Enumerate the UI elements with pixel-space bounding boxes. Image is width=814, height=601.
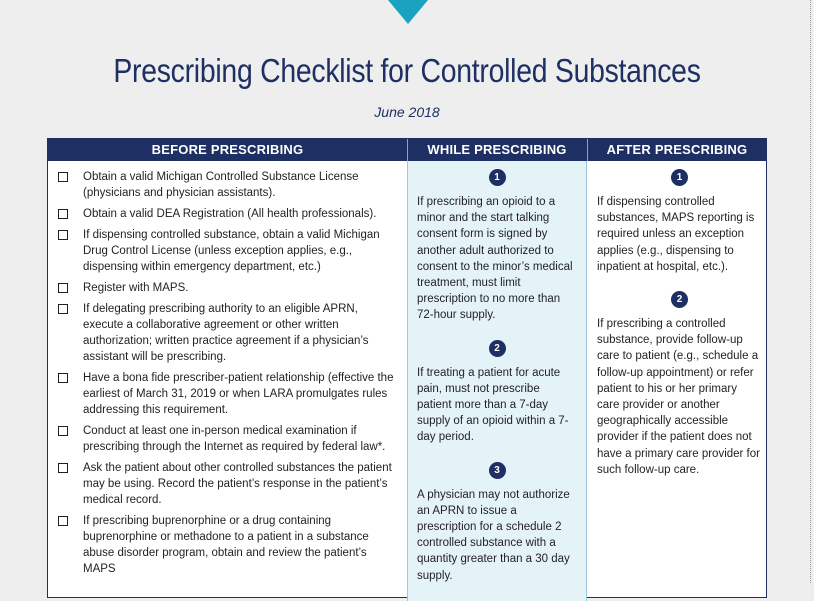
checkbox[interactable] — [58, 172, 68, 182]
page-title: Prescribing Checklist for Controlled Substances — [113, 52, 701, 89]
after-prescribing-content — [597, 169, 762, 478]
item-text: Obtain a valid DEA Registration (All health professionals). — [83, 208, 377, 220]
list-item — [58, 169, 398, 201]
checkbox[interactable] — [58, 304, 68, 314]
list-item — [58, 460, 398, 508]
item-text: If prescribing buprenorphine or a drug containing buprenorphine or methadone to a patient in a substance abuse disorder program, obtain and review the patient’s MAPS — [83, 515, 369, 575]
while-item-2: If treating a patient for acute pain, must not prescribe patient more than a 7-day supply of an opioid within a 7-day period. — [417, 366, 569, 444]
checkbox[interactable] — [58, 230, 68, 240]
checkbox[interactable] — [58, 283, 68, 293]
while-prescribing-content — [417, 169, 577, 584]
item-text: Have a bona fide prescriber-patient relationship (effective the earliest of March 31, 2019 or when LARA promulgates rules addressing this requirement. — [83, 372, 394, 416]
item-text: Ask the patient about other controlled substances the patient may be using. Record the patient’s response in the patient’s medical record. — [83, 462, 392, 506]
after-item-2: If prescribing a controlled substance, provide follow-up care to patient (e.g., schedule a follow-up appointment) or refer patient to his or her primary care provider or another geographically accessible provider if the patient does not have a primary care provider for such follow-up care. — [597, 318, 760, 476]
item-text: Obtain a valid Michigan Controlled Substance License (physicians and physician assistants). — [83, 171, 359, 199]
list-item — [58, 301, 398, 365]
while-item-3: A physician may not authorize an APRN to issue a prescription for a schedule 2 controlled substance with a quantity greater than a 30 day supply. — [417, 488, 570, 582]
item-text: Conduct at least one in-person medical examination if prescribing through the Internet as required by federal law*. — [83, 425, 386, 453]
list-item — [58, 206, 398, 222]
checkbox[interactable] — [58, 373, 68, 383]
step-number-badge: 3 — [489, 462, 506, 479]
step-number-badge: 1 — [671, 169, 688, 186]
item-text: If dispensing controlled substance, obtain a valid Michigan Drug Control License (unless exception applies, e.g., dispensing within emergency department, etc.) — [83, 229, 380, 273]
checkbox[interactable] — [58, 463, 68, 473]
checkbox[interactable] — [58, 209, 68, 219]
checkbox[interactable] — [58, 426, 68, 436]
checklist-table — [47, 138, 767, 598]
page-date: June 2018 — [374, 104, 440, 120]
header-after-prescribing: AFTER PRESCRIBING — [606, 142, 748, 157]
after-item-1: If dispensing controlled substances, MAPS reporting is required unless an exception applies (e.g., dispensing to inpatient at hospital, etc.). — [597, 196, 755, 273]
item-text: If delegating prescribing authority to an eligible APRN, execute a collaborative agreement or other written authorization; written practice agreement if a physician’s assistant will be prescribing. — [83, 303, 369, 363]
page-edge-line — [810, 0, 812, 583]
list-item — [58, 227, 398, 275]
top-arrow-decoration — [388, 0, 428, 24]
while-item-1: If prescribing an opioid to a minor and the start talking consent form is signed by another adult authorized to consent to the minor’s medical treatment, must limit prescription to no more than 72-hour supply. — [417, 196, 573, 322]
table-header — [48, 139, 766, 161]
step-number-badge: 1 — [489, 169, 506, 186]
list-item — [58, 423, 398, 455]
list-item — [58, 513, 398, 577]
step-number-badge: 2 — [489, 340, 506, 357]
header-before-prescribing: BEFORE PRESCRIBING — [151, 142, 304, 157]
list-item — [58, 280, 398, 296]
step-number-badge: 2 — [671, 291, 688, 308]
item-text: Register with MAPS. — [83, 282, 189, 294]
checkbox[interactable] — [58, 516, 68, 526]
before-checklist — [58, 169, 398, 582]
list-item — [58, 370, 398, 418]
header-while-prescribing: WHILE PRESCRIBING — [427, 142, 567, 157]
